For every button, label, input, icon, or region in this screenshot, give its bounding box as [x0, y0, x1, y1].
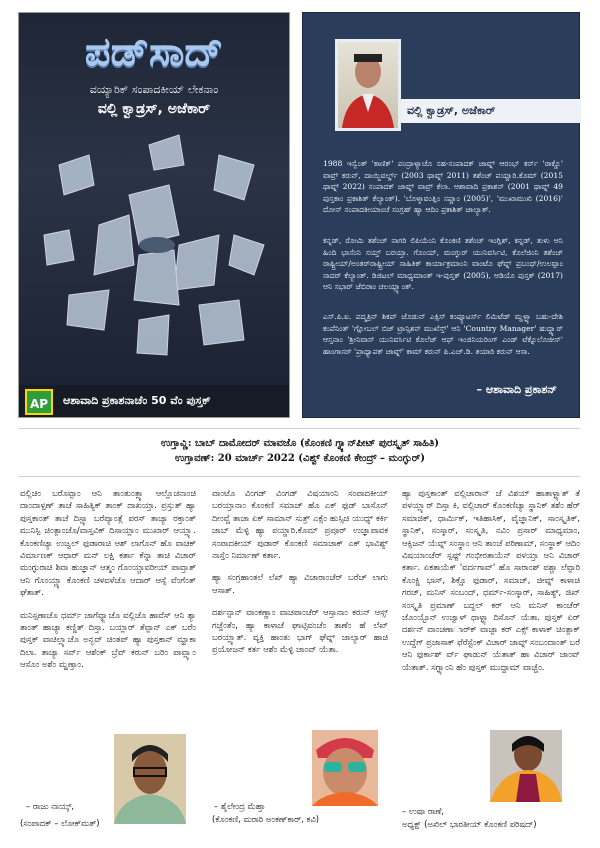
reviewer-photo-usha [490, 730, 562, 802]
launch-caption [0, 436, 600, 466]
review-column-2 [212, 487, 388, 666]
shattered-glass-illustration [39, 125, 271, 365]
divider [18, 428, 580, 429]
review-column-1 [20, 487, 196, 681]
caption-launcher: ಉಗ್ತಾವ್ಣಿ: ಬಾಬ್ ದಾಮೋದರ್ ಮಾವಜೊ (ಕೊಂಕಣಿ ಗ್ನ್ಯಾನ್‌ಪೀಟ್ ಪುರಸ್ಕೃತ್ ಸಾಹಿತಿ) [160, 438, 440, 449]
review-paragraph: ವಲ್ಲಿಚಿಂ ಬರೊವ್ಪಾಂ ಆನಿ ತಾಂತುಂತ್ಲ್ಯಾ ಆಲ್ಲೊಚನಾಂಚಿ ದಾಂದಾಳ್ಪಣ್ ತಾಚೆ ಸಾಹಿತ್ಯಿಕ್ ತಾಂಕ್ ದಾಖಯ್ತಾ. ಪ್ರಸ್ತುತ್ ಹ್ಯಾ ಪುಸ್ತಕಾಂತ್ ತಾಚೆ ದಿಸ್ಪ್ಯಾ ಬರೆಪ್ಯಾಂತ್ಲೆ ಪರಸ್ ತಾಚ್ಯಾ ರಕ್ತಾಂತ್ ಮುನಿಸ್ಪಿ ಚಿಂತ್ಪಾಂಚೊ/ವಾಸ್ತವಿಕ್ ದಿಸಾಯ್ಲಾಂ ಮುಖಾರ್ ಆಯ್ಲ್ಯಾ. ಕೊಂಕಣಿಚ್ಯಾ ಉಜ್ವಲ್ ಫುಡಾರಾಚಿ ಆಶ್ ಲಾಗೊನ್ ಹೊ ವಾಚಕ್ ವಿರ್ಮಾಣಕ್ ಆಧಾರ್ ಮನ್ ಲಕ್ಷಿ ಕರ್ತಾ ಕೆನ್ನಾ ತಾಚಿ ವಿಚಾರ್ ಮಂಗ್ಳುರಾಚಿ ಶಿವಾ ಹುಜ್ಞಾನ್ ಆತ್ಮಂ ಗೊಂಯ್ಚಾವರೀಯ್ ಪಾವ್ತಾತ್ ಆನಿ ಗೊಂಯ್ಚ್ಯಾ ಕೊಂಕಣಿ ಚಳವಳೆಚೊ ಆದಾರ್ ಆಸ್ಸೆ ವೆಂಗೆಂತ್ ಘೆತಾತ್. [20, 488, 196, 598]
bio-paragraph: ಕನ್ನಡ್, ರೋಮಿ ತಶೆಂಚ್ ನಾಗರಿ ಲಿಪಿಯೆಂನಿ ಕೊಂಕಣಿ ತಶೆಂಚ್ ಇಂಗ್ಲಿಶ್, ಕನ್ನಡ್, ತುಳು ಆನಿ ಹಿಂದಿ ಭಾಸೆಂನಿ ಸಯ್ತ್ ಬರಯ್ತಾ. ಗೊಂಯ್, ಮಂಗ್ಳುರ್ ಯುನಿವರ್ಸಿಟಿ, ಕೊಲೆಜಿಂನಿ ತಶೆಂಚ್ ರಾಷ್ಟ್ರೀಯ್/ಅಂತರ್‌ರಾಷ್ಟ್ರೀಯ್ ಸಾಹಿತಿಕ್ ಕಾರ್ಯಾಕ್ರಮಾಂನಿ ವಾಂಟೊ ಘೆವ್ನ್ ಪ್ರಬಂಧ್/ಉಲವ್ಪಾಂ ಸಾದರ್ ಕೆಲ್ಯಾಂತ್. ಡಿಜಿಟಲ್ ಮಾಧ್ಯಮಾಂತ್ ಇ-ಪುಸ್ತಕ್ (2005), ಆಡಿಯೊ ಪುಸ್ತಕ್ (2017) ಆನಿ ಸಭಾರ್ ಜೆಬಿರಾಂ ಚಲಯ್ಲ್ಯಾಂತ್. [323, 236, 563, 291]
reviewer-photo-raju [114, 734, 186, 824]
review-paragraph: ದರ್ಶನ್ಪಾನ್ ವಾಂಕಣ್ಣಾಂ ವಾಚಪಾಂಚೆರ್ ಆಸ್ತಾನಾಂ ಕರುನ್ ಆಸ್ಸ್ ಗಜ್ಜೆಂತೆಂ, ಹ್ಯಾ ಕಾಳಾಚೆ ಘಾಟ್ಸಿವಂಚೆಂ ತಾಣೆಂ ಹೆ ಲೆಖ್ ಬರಯ್ಲ್ಯಾತ್. ವ್ಯಕ್ತಿ ಹಾಂತು ಭಾಗ್ ಘೆವ್ನ್ ಜಾಲ್ಯಾರ್ ಹಾಚಿ ಪ್ರಯೋಜನ್ ಕರ್ತ ಆಶೆಂ ಮೆಳ್ಳಿ ಜಾಂವ್ ಯೆತಾ. [212, 607, 388, 655]
reviewer-role: ಅಧ್ಯಕ್ಷ್ (ಅಖಿಲ್ ಭಾರತೀಯ್ ಕೊಂಕಣಿ ಪರಿಷದ್) [402, 819, 537, 829]
bio-signature: – ಆಶಾವಾದಿ ಪ್ರಕಾಶನ್ [476, 383, 557, 396]
reviewer-photo-shailendra [312, 730, 378, 806]
divider [18, 476, 580, 477]
caption-date: ಉಗ್ತಾವಣ್: 20 ಮಾರ್ಚ್ 2022 (ವಿಶ್ವ್ ಕೊಂಕಣಿ ಕೇಂದ್ರ್ – ಮಂಗ್ಳುರ್) [175, 453, 425, 464]
reviewer-role: (ಸಂಪಾದಕ್ – ಲೋಕ್‌ಮತ್) [20, 818, 100, 828]
review-column-3 [402, 487, 580, 683]
publisher-logo: AP [25, 389, 53, 415]
cover-band [19, 385, 289, 418]
reviewer-name: – ಉಷಾ ರಾಣೆ, [402, 806, 445, 816]
author-bio-panel [302, 12, 580, 418]
reviewer-name: – ರಾಜು ನಾಯ್ಕ್, [26, 801, 74, 811]
cover-title: ಪಡ್‌ಸಾದ್ [84, 29, 224, 75]
review-paragraph: ಮನಿಸ್ಪಣಾಚೊ ಧರ್ಮ್ ಜಾಗೆವ್ನ್ಪಾಚೊ ವಲ್ಲಿಚೊ ಹಾವೆಸ್ ಆನಿ ತ್ಯಾ ತಾಂತ್ ಹಾಚ್ಯಾ ಕಣ್ಣಿತ್ ದಿಸ್ತಾ. ಬಯ್ಲಾರ್ ತೆವ್ಪಾನ್ ಎಕ್ ಬರೆಂ ಪುಸ್ತಕ್ ವಾಚಿಲ್ಲ್ಯಾಚೊ ಅನ್ಭವ್ ಚಿಂತಪ್ ಹ್ಯಾ ಪುಸ್ತಕಾನ್ ಮ್ಹಾಕಾ ದಿಲಾ. ತಾಚ್ಯಾ ಸರ್ವ್ ಆಶೆಂಕ್ ಬ್ರೆವ್ ಕರುನ್ ಬರಿಂ ಪಾವ್ಲ್ಯಾಂ ಆಸೊಂ ಅಶೆಂ ಮ್ಹಣ್ತಾಂ. [20, 609, 196, 670]
review-paragraph: ಹ್ಯಾ ಪುಸ್ತಕಾಂತ್ ವಲ್ಲಿಚಾರಾನ್ ಜೆ ವಿಶಯ್ ಹಾತಾಳ್ಳ್ಯಾತ್ ತೆ ಪಳಯ್ಲ್ಯಾರ್ ದಿಸ್ತಾ ಕಿ, ವಲ್ಲಿಚಾರ್ ಕೊಂಕಣಿಚ್ಯಾ ಸ್ಥಾನಿಕ್ ತಶೆಂ ಹೆರ್ ಸಮಾಜಿಕ್, ಧಾರ್ಮಿಕ್, ಇತಿಹಾಸಿಕ್, ವೈಜ್ಞಾನಿಕ್, ಸಾಂಸ್ಕೃತಿಕ್, ಸ್ಥಾನಿಕ್, ಸಂಸ್ಕಾರ್, ಸಂಸ್ಕೃತಿ, ನವಿಂ ಪ್ರಸಾರ್ ಮಾಧ್ಯಮಾಂ, ಆಕ್ಸಿಜನ್ ಯೆವ್ನ್ ಸಂಸ್ಥಾಂ ಆನಿ ತಾಂಚೆ ಪರಿಣಾಮ್, ಸಂಸ್ಥಾಕ್ ಆದಿಂ ವಿಷಯಾಂಚೆರ್ ಸ್ಪಷ್ಟ್ ಗಂಭೀರತಾಯೆನ್ ಪಳಯ್ತಾ ಆನಿ ವಿಚಾರ್ ಕರ್ತಾ. ಏಕತಾಯೆಕ್ 'ವರ್ದಗಾವ್' ಹೊ ಸಾರಾಂಶ್ ಪಶ್ಚಾ ಲೆವ್ಪಾರಿ ಕೊಂಕ್ಣಿ ಭಾಸ್, ಶಿಕ್ಷೊ ಫುಡಾರ್, ಸಮಾಜ್, ಜೀವ್ನ್ ಕಾಳಾಚಿ ಗರಜ್, ಮನಿಸ್ ಸಂಬಂದ್, ಧರ್ಮ್-ಸಂಸ್ಕಾರ್, ಸಾಹಿತ್ಯ್, ಜಿಖ್ ಸಂಸ್ಕೃತಿ ಪ್ರಮಾಣ್ ಬದ್ದಲ್ ಕರ್ ಆನಿ ಮನಿಸ್ ಕಾಂಚೆರ್ ಜೊಂಯ್ಟೊನ್ ಉಜ್ವಾಳ್ ಥಾಳ್ಳ್ಯಾ ದಿಸೊನ್ ಯೆತಾ. ಪುಸ್ತಕ್ ಏರ್ ದರ್ಶನ್ ವಾಂಚಣಾರ್ಾಕ್ ವಾಚ್ಪಾ ಕರ್ ಎಕ್ಸ್ ಕಾಳಾಕ್ ಚಿಂತ್ಪಾಕ್ ಉದ್ದೆಗ್ ಪ್ರಜಾಸಾಕ್ ಫೆರೆಸ್ಟೆಂಕ್ ವಿಚಾರ್ ಜಾವ್ನ್ ಸಂಬಂದಾಂತ್ ಬರೆ ಆನಿ ಫುರ್ಕಾಶ್ ರ್ವ್ ಘಾಡುನ್ ಯೆತಾತ್ ಹಾ ವಿಚಾರ್ ಜಾಂವ್ ಯೆತಾತ್. ಸಗ್ಳ್ಯಾಂನಿ ಹೆಂ ಪುಸ್ತಕ್ ಮುದ್ದಾಮ್ ವಾಚ್ಚೆಂ. [402, 488, 580, 672]
bio-paragraph: ಎಸ್.ಪಿ.ಐ. ಪದ್ಮತ್ರಿನ್ ಶಿಕಪ್ ಜೊಡುನ್ ಎಕ್ಸಿಸ್ ಕಂಪ್ಯೂಟರ್ಸ್ ಲಿಮಿಟೆಡ್ ಮ್ಹಳ್ಳ್ಯಾ ಬಹು-ದೇಶಿ ಕಂಪೆನಿಂತ್ 'ಗ್ಲೋಬಲ್ ಬಿಜ್ ಟ್ರಾನ್ಸಿಶನ್ ಮುಖೆಸ್ತ್' ಆನಿ 'Country Manager' ಹುದ್ದ್ಯಾರ್ ಆಸ್ತನಾಂ 'ಶ್ರೀನಿವಾಸ್ ಯುನಿವರ್ಸಿಟಿ ಕೊಲೆಜ್ ಆಫ್ ಇಂಜಿನಿಯರಿಂಗ್ ಎಂಡ್ ಟೆಕ್ನೊಲೊಜೀಸ್' ಹಾಂಗಾಸರ್ 'ಪ್ರಾಧ್ಯಾಪಕ್ ಜಾವ್ನ್' ಕಾಮ್ ಕರುನ್ ಪಿ.ಎಚ್.ಡಿ. ತಯಾರಿ ಕರುನ್ ಆಸಾ. [323, 312, 563, 356]
review-paragraph: ಹ್ಯಾ ಸಂಗ್ರಹಾಂತಲೆ ಲೆಖ್ ಹ್ಯಾ ವಿಚಾರಾಂಚೆರ್ ಬರೆಚ್ ಲಾಗು ಆಸಾತ್. [212, 572, 388, 595]
author-name: ವಲ್ಲಿ ಕ್ವಾಡ್ರಸ್, ಅಜೆಕಾರ್ [401, 99, 581, 123]
bio-paragraph: 1988 ಇಸ್ವೆಂತ್ 'ಕಾಣಿಕ್' ಪಂದ್ರಾಳ್ಯಾಚೊ ಸಹ-ಸಂಪಾದಕ್ ಜಾವ್ನ್ ಆರಂಭ್ ಕರ್ನ್ 'ರಾಕ್ಣೊ' ವಾವ್ರ್ ಕರುನ್, ದಾಯ್ಜಿವರ್ಲ್ಡ್ (2003 ಥಾವ್ನ್ 2011) ತಶೆಂಚ್ ಪಯ್ಣಾರಿ.ಕೊಮ್ (2015 ಥಾವ್ನ್ 2022) ಸಂಪಾದಕ್ ಜಾವ್ನ್ ವಾವ್ರ್ ಕೆಲಾ. ಆಶಾವಾದಿ ಪ್ರಕಾಶನ್ (2001 ಥಾವ್ನ್ 49 ಪುಸ್ತಕಾಂ ಪ್ರಕಾಶಿತ್ ಕೆಲ್ಯಾಂತ್). 'ಬೊಳ್ಕಾವಂತ್ಲಿಂ ಸಪ್ಣಾಂ (2005)', 'ಮುಖಾಮುಖಿ (2016)' ದೋನ್ ಸಂಪಾದಕೀಯಾಂಚೆ ಸಂಗ್ರಹ್ ಹ್ಯಾ ಆದಿಂ ಪ್ರಕಾಶಿತ್ ಜಾಲ್ಯಾತ್. [323, 159, 563, 214]
cover-author: ವಲ್ಲಿ ಕ್ವಾಡ್ರಸ್, ಅಜೆಕಾರ್ [97, 101, 211, 117]
cover-band-text: ಆಶಾವಾದಿ ಪ್ರಕಾಶನಾಚೆಂ 50 ವೆಂ ಪುಸ್ತಕ್ [63, 394, 211, 407]
review-paragraph: ವಾಂಟೊ ವಿಂಗಡ್ ವಿಂಗಡ್ ವಿಷಯಾಂನಿ ಸಂಪಾದಕೀಯ್ ಬರಯ್ತಾನಾಂ ಕೊಂಕಣಿ ಸಮಾಜ್ ಹೊ ಎಕ್ ಫುಡ್ ಬಾಸೊನ್ ದೀಂವ್ಚೆ ತಾಚಾ ಏಕ್ ಸಾಮಾನ್ ಸುತ್ರ್ ಎಕ್ಸೆಂ ಹುಸ್ಸಿಚಿ ಯುಧ್ಯ್ ಕರ್ಕಿ ಜಾಬ್ ಮೆಳ್ಳಿ ಹ್ಯಾ ಪಯ್ಣಾರಿ.ಕೊಮ್ ಪ್ರಪೂರ್ ಉಜ್ಞಾಪಾವಕ ಸಂಪಾದಕೀಯ್ ಪುಡಾರ್ ಕೊಂಕಣಿ ಸಮಾಜಾಕ್ ಎಕ್ ಭಾವಿಶ್ಯ್ ನಾಸ್ತೆಂ ನಿರ್ಮಾಣ್ ಕರ್ತಾ. [212, 488, 388, 561]
author-photo [335, 39, 401, 131]
reviewer-name: – ಶೈಲೇಂದ್ರ ಮೆಹ್ತಾ [214, 801, 266, 811]
cover-subtitle: ವಯ್ಯಾರಿಕ್ ಸಂಪಾದಕೀಯ್ ಲೇಕನಾಂ [89, 83, 219, 96]
book-cover [18, 12, 290, 418]
reviewer-role: (ಕೊಂಕಣಿ, ಮರಾಠಿ ಅಂಕಣ್‌ಕಾರ್, ಕವಿ) [212, 814, 319, 824]
